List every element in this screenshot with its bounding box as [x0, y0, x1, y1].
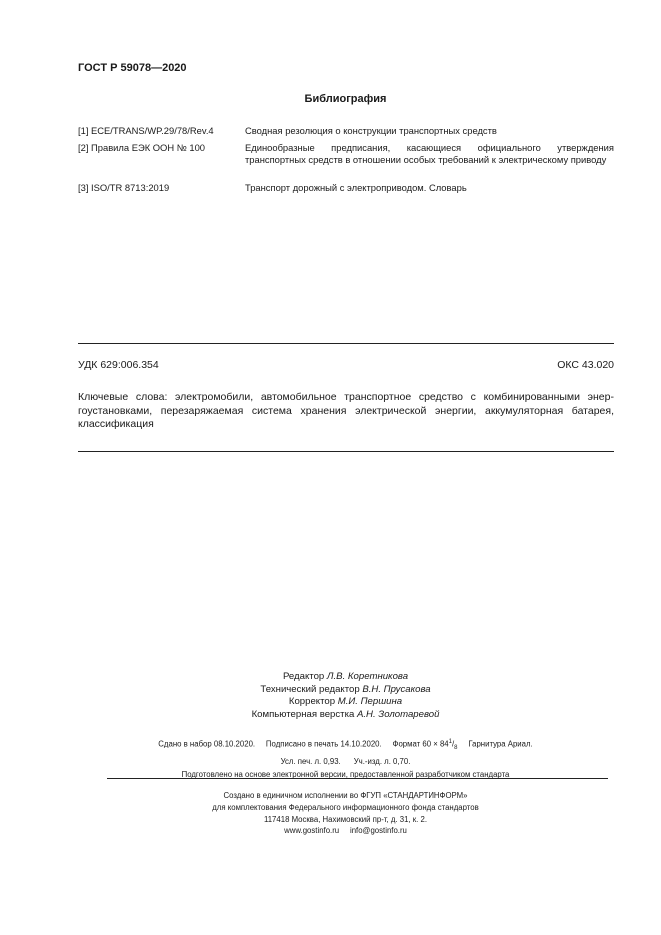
bibliography-ref-text: Единообразные предписания, касающиеся официального утверждения транспортных средств в отношении особых требований к электрическому приводу	[245, 142, 614, 165]
publisher-email-link[interactable]: info@gostinfo.ru	[349, 826, 407, 836]
bibliography-ref-number: [2] Правила ЕЭК ООН № 100	[78, 142, 206, 153]
oks-code: ОКС 43.020	[557, 359, 614, 371]
print-info-line3: Подготовлено на основе электронной версии, предоставленной разработчиком стандарта	[181, 770, 510, 780]
divider-bottom	[78, 451, 614, 452]
print-info-line1: Сдано в набор 08.10.2020. Подписано в печать 14.10.2020. Формат $60 \times 84^1/_8$ Гарнитура Ариал.	[158, 739, 533, 752]
credit-tech-editor: Технический редактор В.Н. Прусакова	[260, 683, 431, 695]
credit-layout: Компьютерная верстка А.Н. Золотаревой	[251, 708, 440, 720]
publisher-website-link[interactable]: www.gostinfo.ru	[284, 826, 340, 836]
bibliography-ref-text: Сводная резолюция о конструкции транспортных средств	[245, 125, 497, 136]
print-info	[0, 736, 661, 781]
bibliography-ref-text: Транспорт дорожный с электроприводом. Словарь	[245, 182, 467, 193]
credits-block	[0, 671, 661, 721]
publisher-block: Создано в единичном исполнении во ФГУП «СТАНДАРТИНФОРМ» для комплектования Федерального информационного фонда стандартов 117418 Москва, Нахимовский пр-т, д. 31, к. 2. www.gostinfo.ru info@gostinfo.ru	[212, 791, 479, 836]
bibliography-ref-number: [3] ISO/TR 8713:2019	[78, 182, 170, 193]
print-info-line2: Усл. печ. л. 0,93. Уч.-изд. л. 0,70.	[280, 757, 411, 767]
bibliography-ref-number: [1] ECE/TRANS/WP.29/78/Rev.4	[78, 125, 214, 136]
document-code: ГОСТ Р 59078—2020	[78, 62, 187, 74]
keywords-text: Ключевые слова: электромобили, автомобильное транспортное средство с комбинированными энергоустановками, перезаряжаемая система хранения электрической энергии, аккумуляторная батарея, классификация	[78, 391, 614, 430]
divider-imprint	[107, 778, 608, 779]
credit-editor: Редактор Л.В. Коретникова	[282, 671, 409, 682]
udk-code: УДК 629:006.354	[78, 359, 159, 371]
divider-top	[78, 343, 614, 344]
credit-corrector: Корректор М.И. Першина	[288, 696, 403, 707]
bibliography-title: Библиография	[304, 93, 387, 105]
